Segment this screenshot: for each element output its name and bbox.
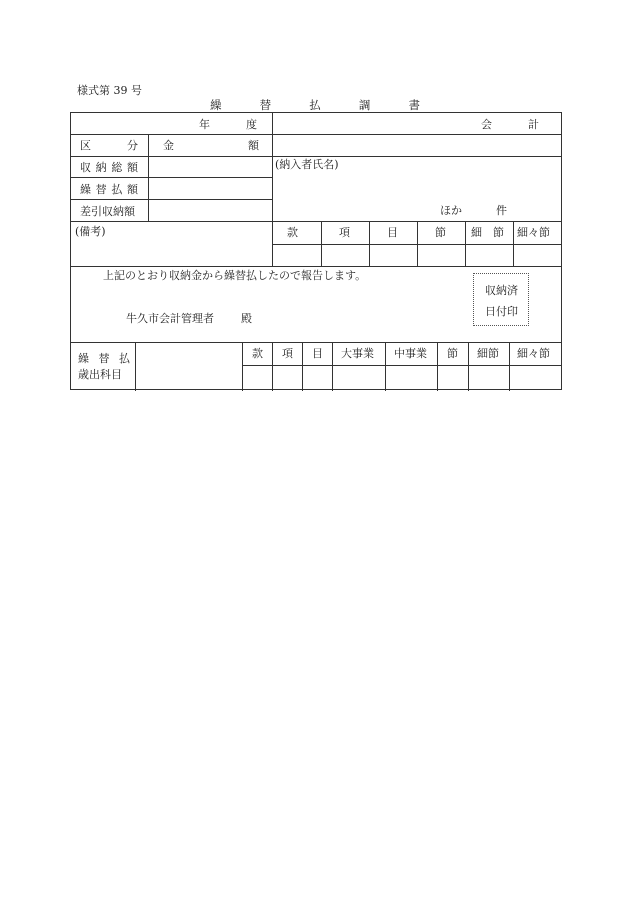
year-label: 年 度 [199, 118, 257, 131]
form-number: 様式第 39 号 [77, 84, 142, 97]
column-header: 項 [282, 347, 293, 360]
rule [369, 221, 370, 266]
rule [385, 342, 386, 391]
column-header: 中事業 [394, 347, 427, 360]
title-char: 払 [309, 98, 321, 112]
rule [513, 221, 514, 266]
payer-name-label: (納入者氏名) [275, 158, 339, 171]
column-header: 目 [387, 226, 398, 239]
rule [71, 199, 272, 200]
document-title [210, 97, 420, 113]
rule [437, 342, 438, 391]
rule [135, 342, 136, 391]
expenditure-item-label: 歳出科目 [78, 368, 122, 381]
net-received-label: 差引収納額 [80, 205, 135, 218]
title-char: 調 [358, 98, 371, 112]
rule [71, 156, 561, 157]
title-char: 繰 [210, 98, 222, 112]
stamp-line: 日付印 [485, 305, 518, 318]
rule [148, 134, 149, 221]
form-table [70, 112, 562, 390]
rule [71, 342, 561, 343]
rule [321, 221, 322, 266]
rule [71, 221, 561, 222]
column-header: 細々節 [517, 347, 550, 360]
account-label: 会 計 [481, 118, 539, 131]
remarks-label: (備考) [75, 225, 106, 238]
column-header: 細 節 [471, 226, 504, 239]
category-label: 区 分 [80, 139, 138, 152]
title-char: 替 [259, 98, 272, 112]
rule [242, 342, 243, 391]
rule [509, 342, 510, 391]
stamp-line: 収納済 [485, 284, 518, 297]
rule [71, 266, 561, 267]
rule [332, 342, 333, 391]
rule [468, 342, 469, 391]
rule [417, 221, 418, 266]
transfer-amount-label: 繰 替 払 額 [80, 183, 138, 196]
column-header: 節 [435, 226, 446, 239]
count-label: 件 [496, 204, 507, 217]
receipt-date-stamp-box [473, 273, 529, 326]
rule [272, 113, 273, 266]
total-received-label: 収 納 総 額 [80, 161, 138, 174]
column-header: 款 [287, 226, 298, 239]
column-header: 細節 [477, 347, 499, 360]
honorific: 殿 [241, 312, 252, 325]
rule [302, 342, 303, 391]
rule [71, 177, 272, 178]
column-header: 節 [447, 347, 458, 360]
rule [465, 221, 466, 266]
report-statement: 上記のとおり収納金から繰替払したので報告します。 [103, 269, 367, 282]
rule [272, 342, 273, 391]
others-label: ほか [440, 204, 462, 217]
amount-label: 金 額 [163, 139, 259, 152]
column-header: 目 [312, 347, 323, 360]
rule [242, 365, 561, 366]
rule [71, 134, 561, 135]
addressee: 牛久市会計管理者 [126, 312, 214, 325]
column-header: 大事業 [341, 347, 374, 360]
column-header: 項 [339, 226, 350, 239]
column-header: 細々節 [517, 226, 550, 239]
title-char: 書 [408, 98, 420, 112]
column-header: 款 [252, 347, 263, 360]
transfer-label: 繰 替 払 [78, 352, 130, 365]
